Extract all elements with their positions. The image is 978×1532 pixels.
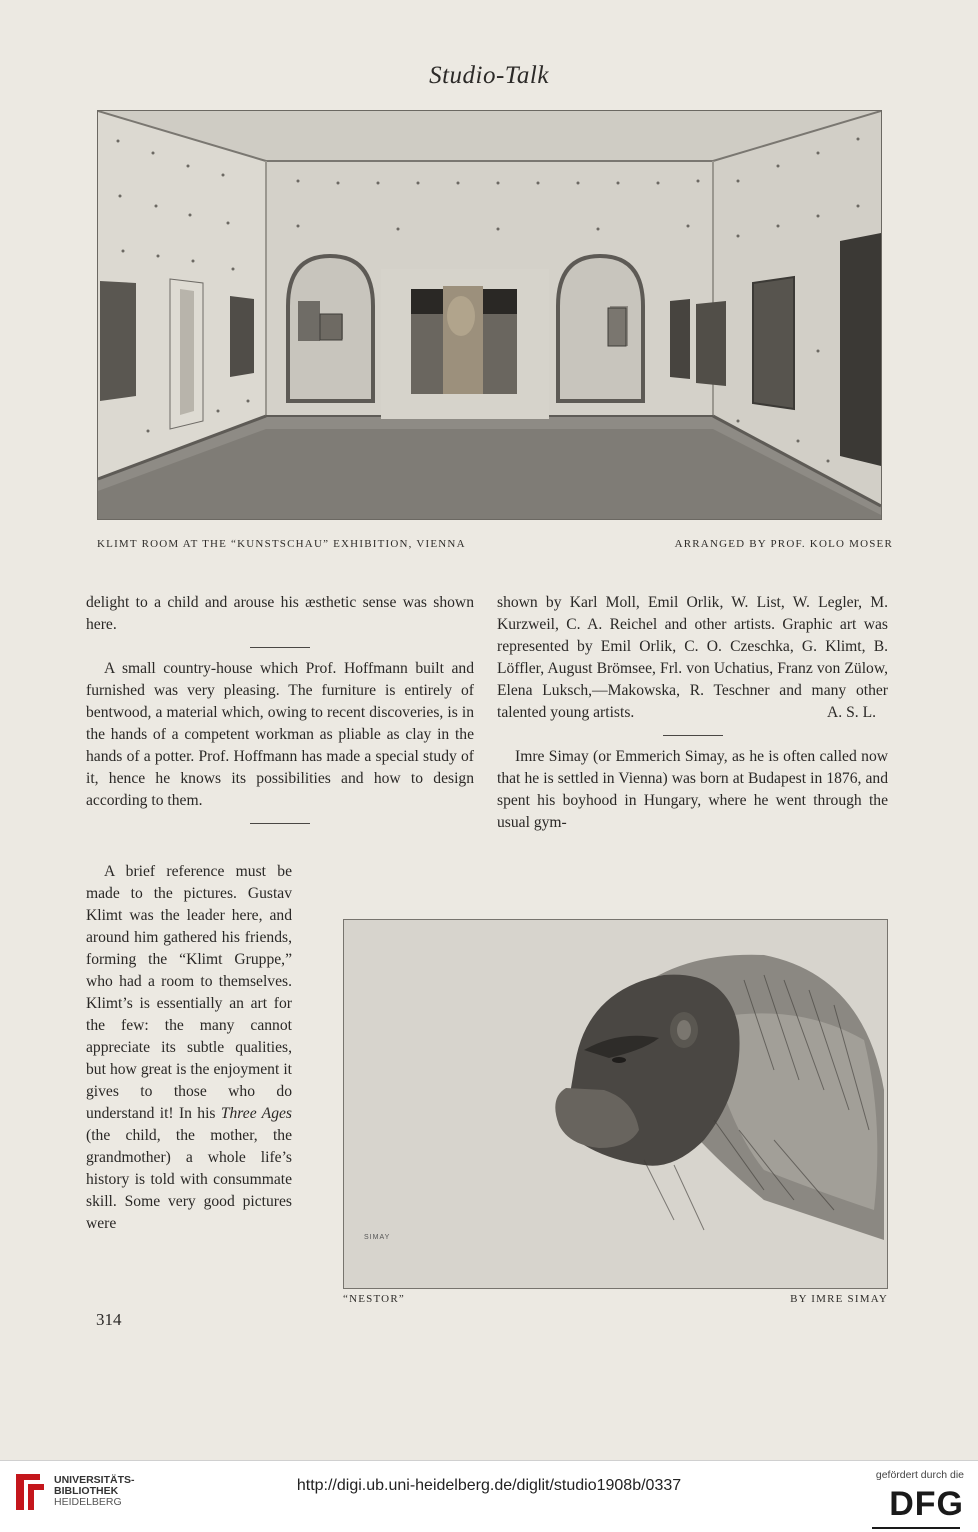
left-column-top	[86, 592, 474, 834]
left-paragraph-3-before: A brief reference must be made to the pictures. Gustav Klimt was the leader here, and around him gathered his friends, forming the “Klimt Gruppe,” who had a room to themselves. Klimt’s is essentially an art for the few: the many cannot appreciate its subtle qualities, but how great is the enjoyment it gives to those who do understand it! In his	[86, 863, 292, 1122]
right-paragraph-2: Imre Simay (or Emmerich Simay, as he is often called now that he is settled in Vienna) was born at Budapest in 1876, and spent his boyhood in Hungary, where he went through the usual gym-	[497, 748, 888, 831]
klimt-room-photo	[97, 110, 882, 520]
exhibition-room-illustration	[98, 111, 881, 519]
drawing-signature: SIMAY	[364, 1234, 391, 1241]
nestor-drawing	[343, 919, 888, 1289]
library-name-line-1: UNIVERSITÄTS-	[54, 1474, 135, 1486]
left-column-narrow	[86, 861, 292, 1235]
section-rule	[663, 735, 723, 736]
section-rule	[250, 647, 310, 648]
library-name-line-2: BIBLIOTHEK	[54, 1485, 119, 1497]
left-paragraph-3-after: (the child, the mother, the grandmother) a whole life’s history is told with consummate skill. Some very good pictures were	[86, 1127, 292, 1232]
dfg-logo-bar	[872, 1527, 960, 1529]
running-title: Studio-Talk	[429, 62, 549, 89]
figure2-caption-right: BY IMRE SIMAY	[790, 1293, 888, 1305]
dfg-logo: DFG	[889, 1485, 964, 1523]
ape-head-drawing	[344, 920, 887, 1288]
figure2-caption-left: “NESTOR”	[343, 1293, 405, 1305]
library-name-line-3: HEIDELBERG	[54, 1496, 122, 1508]
figure1-caption-left: KLIMT ROOM AT THE “KUNSTSCHAU” EXHIBITION, VIENNA	[97, 538, 466, 550]
right-column	[497, 592, 888, 834]
left-paragraph-1: delight to a child and arouse his æsthetic sense was shown here.	[86, 594, 474, 633]
three-ages-title: Three Ages	[220, 1105, 292, 1122]
author-signature: A. S. L.	[827, 704, 876, 721]
permalink-url[interactable]: http://digi.ub.uni-heidelberg.de/diglit/studio1908b/0337	[296, 1477, 682, 1494]
figure1-caption-right: ARRANGED BY PROF. KOLO MOSER	[674, 538, 893, 550]
funded-by-label: gefördert durch die	[875, 1469, 964, 1481]
left-paragraph-2: A small country-house which Prof. Hoffmann built and furnished was very pleasing. The furniture is entirely of bentwood, a material which, owing to recent discoveries, is in the hands of a competent workman as pliable as clay in the hands of a potter. Prof. Hoffmann has made a special study of it, hence he knows its possibilities and how to design according to them.	[86, 660, 474, 809]
left-paragraph-3	[86, 861, 292, 1235]
page-number: 314	[96, 1310, 122, 1329]
digital-library-footer	[0, 1460, 978, 1532]
right-paragraph-1-text: shown by Karl Moll, Emil Orlik, W. List, W. Legler, M. Kurzweil, C. A. Reichel and other artists. Graphic art was represented by Emil Orlik, C. O. Czeschka, G. Klimt, B. Löffler, August Brömsee, Frl. von Uchatius, Franz von Zülow, Elena Luksch,—Makowska, R. Teschner and many other talented young artists.	[497, 594, 888, 721]
section-rule	[250, 823, 310, 824]
right-paragraph-1	[497, 592, 888, 724]
